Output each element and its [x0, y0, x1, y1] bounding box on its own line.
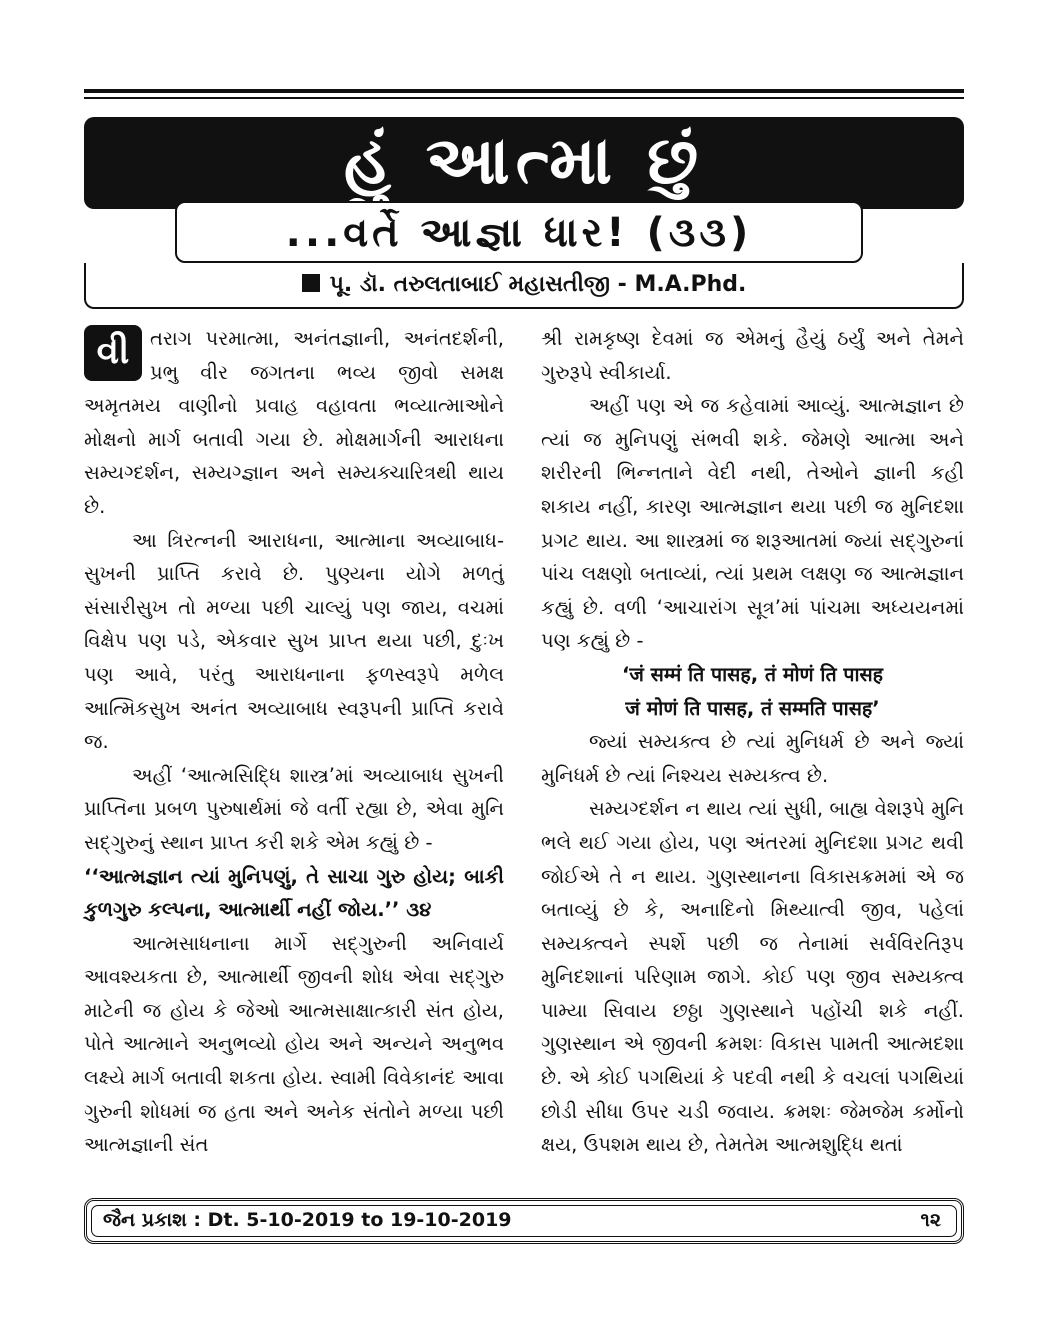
publication-info: જૈન પ્રકાશ : Dt. 5-10-2019 to 19-10-2019	[103, 1209, 512, 1231]
top-rule-thin	[84, 97, 964, 99]
top-rule-thick	[84, 89, 964, 93]
page-number: ૧૨	[920, 1209, 941, 1231]
paragraph: તરાગ પરમાત્મા, અનંતજ્ઞાની, અનંતદર્શની, પ્રભુ વીર જગતના ભવ્ય જીવો સમક્ષ અમૃતમય વાણીનો પ્રવાહ વહાવતા ભવ્યાત્માઓને મોક્ષનો માર્ગ બતાવી ગયા છે. મોક્ષમાર્ગની આરાધના સમ્યગ્દર્શન, સમ્યગ્જ્ઞાન અને સમ્યક્ચારિત્રથી થાય છે.	[84, 327, 504, 518]
subtitle-box	[175, 201, 863, 263]
sanskrit-quote-line-1: ‘जं सम्मं ति पासह, तं मोणं ति पासह	[621, 662, 884, 686]
subtitle: ...વર્તે આજ્ઞા ધાર! (૩૩)	[285, 210, 753, 256]
author-name: પૂ. ડૉ. તરુલતાબાઈ મહાસતીજી - M.A.Phd.	[329, 272, 747, 297]
left-column	[84, 322, 504, 1162]
right-column	[541, 322, 964, 1162]
paragraph: સમ્યગ્દર્શન ન થાય ત્યાં સુધી, બાહ્ય વેશરૂપે મુનિ ભલે થઈ ગયા હોય, પણ અંતરમાં મુનિદશા પ્રગટ થવી જોઈએ તે ન થાય. ગુણસ્થાનના વિકાસક્રમમાં એ જ બતાવ્યું છે કે, અનાદિનો મિથ્યાત્વી જીવ, પહેલાં સમ્યક્ત્વને સ્પર્શે પછી જ તેનામાં સર્વવિરતિરૂપ મુનિદશાનાં પરિણામ જાગે. કોઈ પણ જીવ સમ્યક્ત્વ પામ્યા સિવાય છઠ્ઠા ગુણસ્થાને પહોંચી શકે નહીં. ગુણસ્થાન એ જીવની ક્રમશઃ વિકાસ પામતી આત્મદશા છે. એ કોઈ પગથિયાં કે પદવી નથી કે વચલાં પગથિયાં છોડી સીધા ઉપર ચડી જવાય. ક્રમશઃ જેમજેમ કર્મોનો ક્ષય, ઉપશમ થાય છે, તેમતેમ આત્મશુદ્ધિ થતાં	[541, 797, 964, 1157]
square-bullet-icon	[302, 274, 320, 292]
paragraph: અહીં પણ એ જ કહેવામાં આવ્યું. આત્મજ્ઞાન છે ત્યાં જ મુનિપણું સંભવી શકે. જેમણે આત્મા અને શરીરની ભિન્નતાને વેદી નથી, તેઓને જ્ઞાની કહી શકાય નહીં, કારણ આત્મજ્ઞાન થયા પછી જ મુનિદશા પ્રગટ થાય. આ શાસ્ત્રમાં જ શરૂઆતમાં જ્યાં સદ્ગુરુનાં પાંચ લક્ષણો બતાવ્યાં, ત્યાં પ્રથમ લક્ષણ જ આત્મજ્ઞાન કહ્યું છે. વળી ‘આચારાંગ સૂત્ર’માં પાંચમા અધ્યયનમાં પણ કહ્યું છે -	[541, 394, 964, 653]
paragraph: અહીં ‘આત્મસિદ્ધિ શાસ્ત્ર’માં અવ્યાબાધ સુખની પ્રાપ્તિના પ્રબળ પુરુષાર્થમાં જે વર્તી રહ્યા છે, એવા મુનિ સદ્ગુરુનું સ્થાન પ્રાપ્ત કરી શકે એમ કહ્યું છે -	[84, 763, 504, 854]
paragraph: શ્રી રામકૃષ્ણ દેવમાં જ એમનું હૈયું ઠર્યું અને તેમને ગુરુરૂપે સ્વીકાર્યા.	[541, 327, 964, 384]
verse-quote: ‘‘આત્મજ્ઞાન ત્યાં મુનિપણું, તે સાચા ગુરુ હોય; બાકી કુળગુરુ કલ્પના, આત્માર્થી નહીં જોય.’’ ૩૪	[84, 864, 504, 922]
page-title: હું આત્મા છું	[343, 122, 705, 199]
title-banner	[84, 117, 964, 209]
paragraph: આ ત્રિરત્નની આરાધના, આત્માના અવ્યાબાધ-સુખની પ્રાપ્તિ કરાવે છે. પુણ્યના યોગે મળતું સંસારીસુખ તો મળ્યા પછી ચાલ્યું પણ જાય, વચમાં વિક્ષેપ પણ પડે, એકવાર સુખ પ્રાપ્ત થયા પછી, દુઃખ પણ આવે, પરંતુ આરાધનાના ફળસ્વરૂપે મળેલ આત્મિકસુખ અનંત અવ્યાબાધ સ્વરૂપની પ્રાપ્તિ કરાવે જ.	[84, 528, 504, 754]
paragraph: જ્યાં સમ્યક્ત્વ છે ત્યાં મુનિધર્મ છે અને જ્યાં મુનિધર્મ છે ત્યાં નિશ્ચય સમ્યક્ત્વ છે.	[541, 730, 964, 787]
drop-cap: વી	[84, 325, 142, 381]
paragraph: આત્મસાધનાના માર્ગે સદ્ગુરુની અનિવાર્ય આવશ્યકતા છે, આત્માર્થી જીવની શોધ એવા સદ્ગુરુ માટેની જ હોય કે જેઓ આત્મસાક્ષાત્કારી સંત હોય, પોતે આત્માને અનુભવ્યો હોય અને અન્યને અનુભવ લક્ષ્યે માર્ગ બતાવી શકતા હોય. સ્વામી વિવેકાનંદ આવા ગુરુની શોધમાં જ હતા અને અનેક સંતોને મળ્યા પછી આત્મજ્ઞાની સંત	[84, 931, 504, 1157]
footer	[84, 1198, 964, 1244]
sanskrit-quote-line-2: जं मोणं ति पासह, तं सम्मति पासह’	[625, 696, 880, 720]
author-line	[86, 270, 962, 300]
author-strip	[84, 263, 964, 309]
